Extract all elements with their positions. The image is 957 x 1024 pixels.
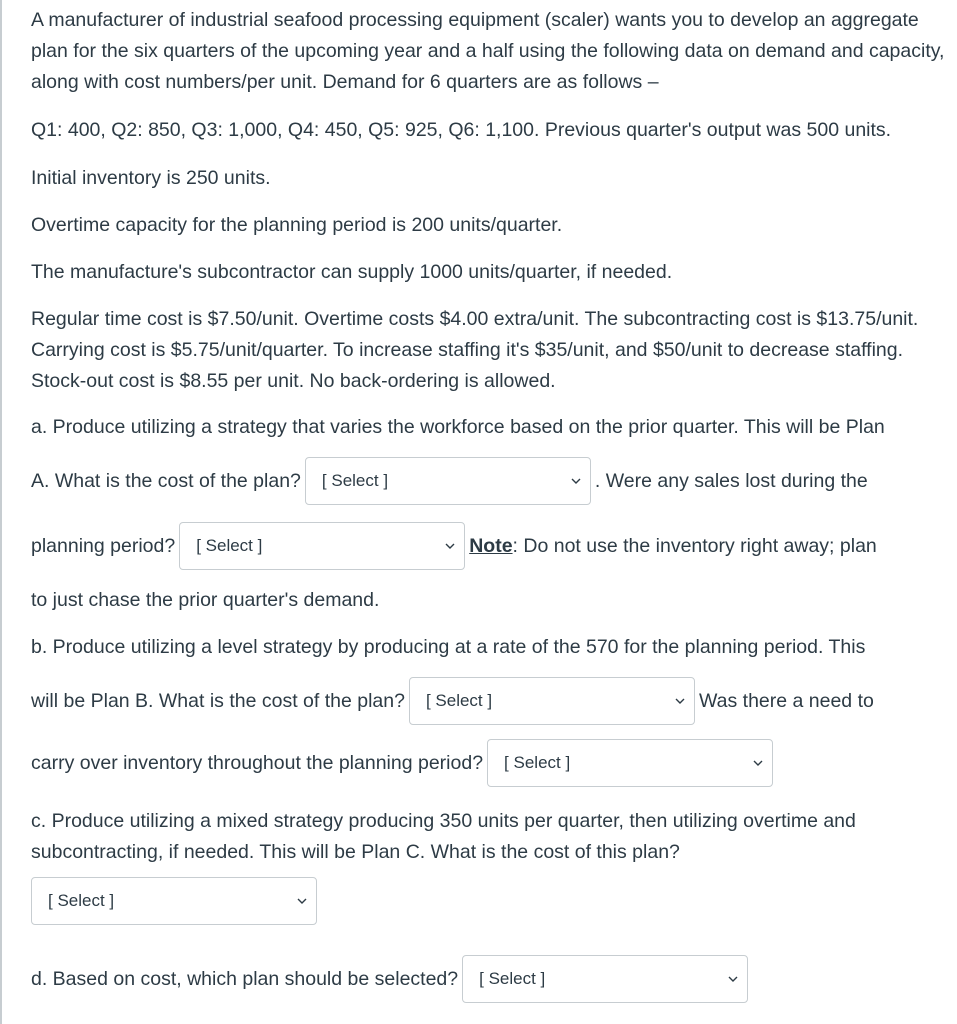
chevron-down-icon bbox=[752, 757, 764, 769]
part-d-label: d. Based on cost, which plan should be selected? bbox=[31, 967, 459, 990]
planning-period-label: planning period? bbox=[31, 534, 176, 557]
chevron-down-icon bbox=[570, 475, 582, 487]
overtime-paragraph: Overtime capacity for the planning period is 200 units/quarter. bbox=[31, 214, 563, 236]
part-a-line2 bbox=[31, 457, 946, 505]
plan-b-cost-select[interactable] bbox=[409, 677, 695, 725]
part-b-line3 bbox=[31, 739, 946, 787]
note-text: : Do not use the inventory right away; plan bbox=[512, 534, 877, 557]
plan-selection-value: [ Select ] bbox=[479, 969, 546, 988]
costs-paragraph: Regular time cost is $7.50/unit. Overtime costs $4.00 extra/unit. The subcontracting cost is $13.75/unit. Carrying cost is $5.75/unit/quarter. To increase staffing it's $35/unit, and $50/unit to decrease staffing. Stock-out cost is $8.55 per unit. No back-ordering is allowed. bbox=[31, 308, 919, 392]
plan-b-inventory-select[interactable] bbox=[487, 739, 773, 787]
chevron-down-icon bbox=[296, 895, 308, 907]
part-a-lost-label: . Were any sales lost during the bbox=[594, 469, 868, 492]
plan-a-cost-select[interactable] bbox=[305, 457, 591, 505]
plan-selection-select[interactable] bbox=[462, 955, 748, 1003]
chevron-down-icon bbox=[727, 973, 739, 985]
note-label: Note bbox=[469, 534, 513, 557]
plan-c-cost-select[interactable] bbox=[31, 877, 317, 925]
part-c-select-row bbox=[31, 877, 946, 925]
part-b-inventory-label: Was there a need to bbox=[698, 689, 874, 712]
part-b-line2 bbox=[31, 677, 946, 725]
part-b-cost-label: will be Plan B. What is the cost of the plan? bbox=[31, 689, 405, 712]
part-d-row bbox=[31, 955, 946, 1003]
subcontractor-paragraph: The manufacture's subcontractor can supply 1000 units/quarter, if needed. bbox=[31, 261, 673, 283]
part-c-paragraph: c. Produce utilizing a mixed strategy producing 350 units per quarter, then utilizing overtime and subcontracting, if needed. This will be Plan C. What is the cost of this plan? bbox=[31, 810, 856, 863]
inventory-paragraph: Initial inventory is 250 units. bbox=[31, 167, 271, 189]
plan-a-lost-sales-value: [ Select ] bbox=[196, 536, 263, 555]
chevron-down-icon bbox=[444, 540, 456, 552]
part-a-line3 bbox=[31, 522, 946, 570]
plan-b-inventory-value: [ Select ] bbox=[504, 753, 571, 772]
intro-paragraph: A manufacturer of industrial seafood processing equipment (scaler) wants you to develop an aggregate plan for the six quarters of the upcoming year and a half using the following data on demand and capacity, along with cost numbers/per unit. Demand for 6 quarters are as follows – bbox=[31, 9, 945, 93]
quarters-paragraph: Q1: 400, Q2: 850, Q3: 1,000, Q4: 450, Q5: 925, Q6: 1,100. Previous quarter's output was 500 units. bbox=[31, 119, 892, 141]
part-a-line1: a. Produce utilizing a strategy that varies the workforce based on the prior quarter. This will be Plan bbox=[31, 416, 885, 438]
plan-a-lost-sales-select[interactable] bbox=[179, 522, 465, 570]
carry-over-label: carry over inventory throughout the planning period? bbox=[31, 751, 484, 774]
part-a-cost-label: A. What is the cost of the plan? bbox=[31, 469, 301, 492]
question-content bbox=[31, 0, 946, 1003]
plan-b-cost-value: [ Select ] bbox=[425, 691, 493, 710]
plan-c-cost-value: [ Select ] bbox=[48, 891, 115, 910]
part-a-line4: to just chase the prior quarter's demand. bbox=[31, 589, 380, 611]
part-b-line1: b. Produce utilizing a level strategy by producing at a rate of the 570 for the planning period. This bbox=[31, 636, 866, 658]
chevron-down-icon bbox=[674, 695, 686, 707]
plan-a-cost-value: [ Select ] bbox=[321, 471, 389, 490]
